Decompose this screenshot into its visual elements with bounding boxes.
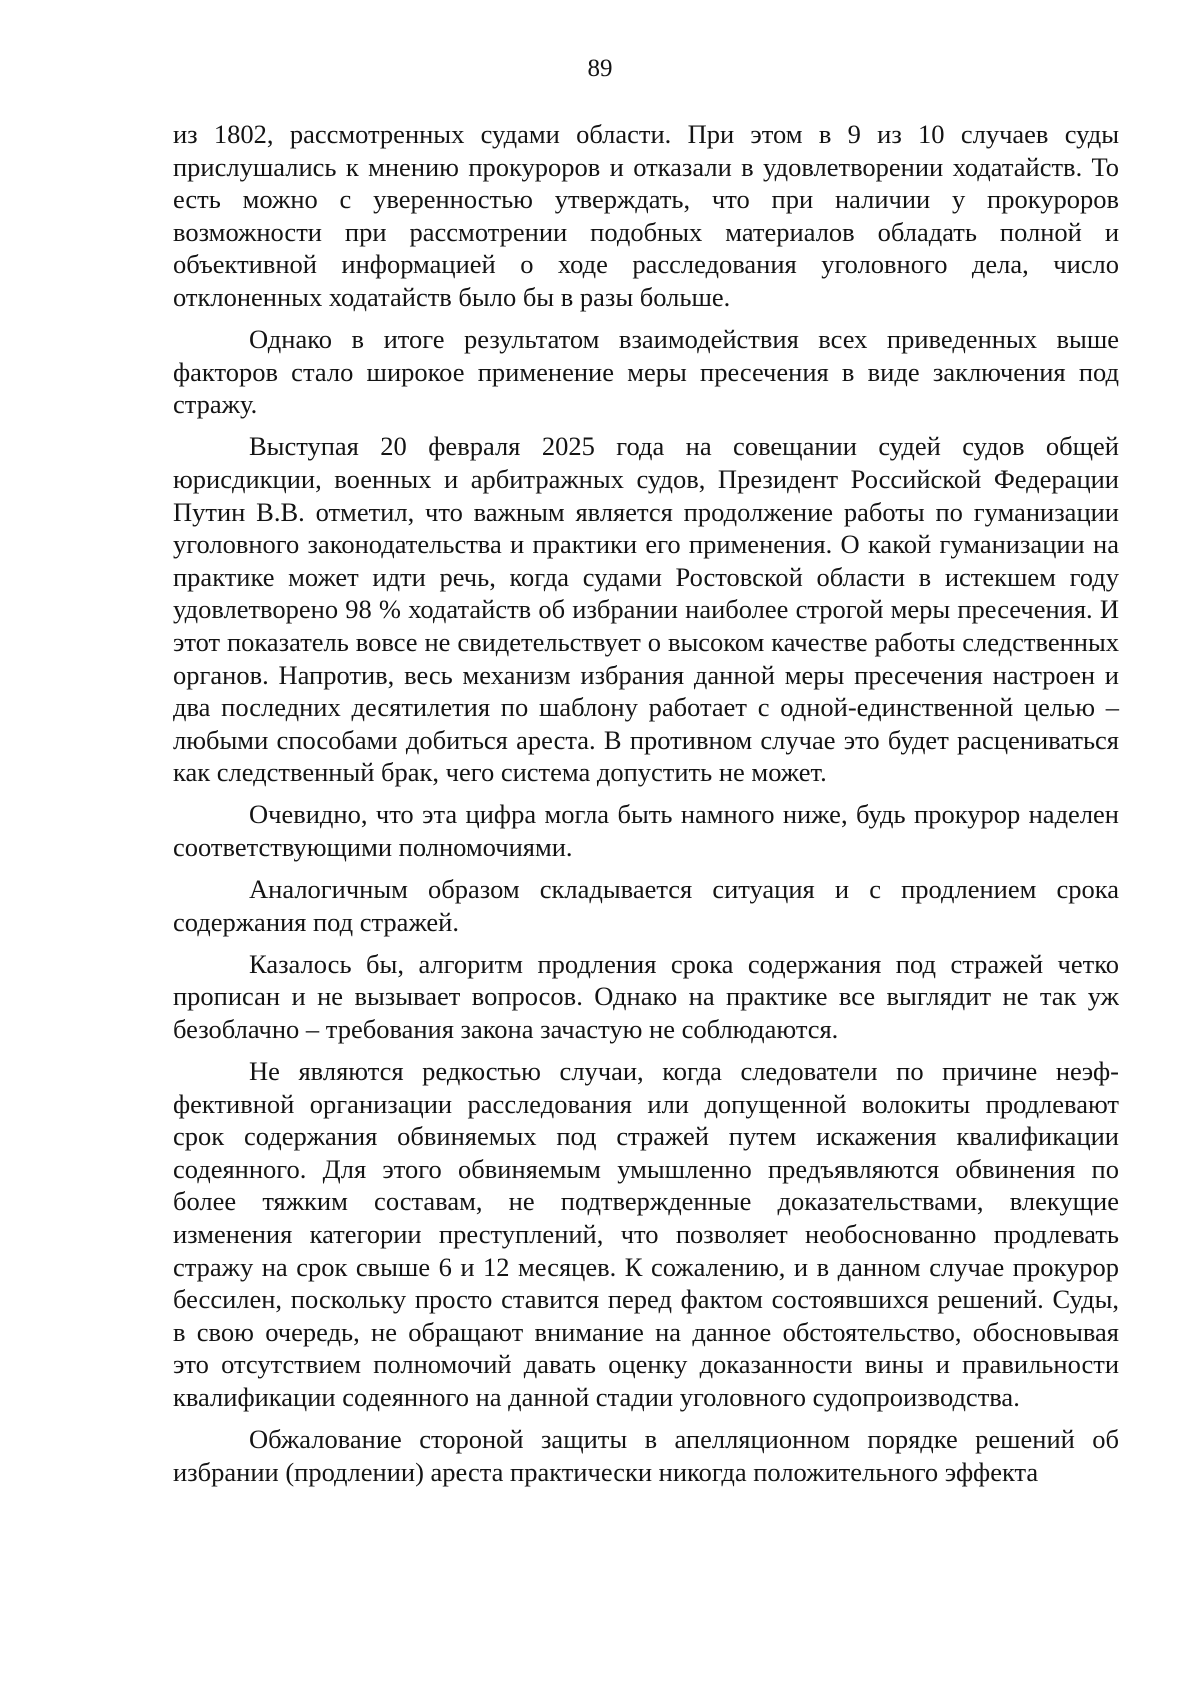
body-text (173, 118, 1119, 1498)
paragraph-continuation: из 1802, рассмотренных судами области. При этом в 9 из 10 случаев суды прислушались к мнению прокуроров и отказали в удовлетворении ходатайств. То есть можно с уверенностью утверждать, что при наличии у прокуроров возможности при рассмотрении подобных материалов обладать полной и объективной информацией о ходе расследования уголовного дела, число отклоненных ходатайств было бы в разы больше. (173, 119, 1119, 312)
paragraph-prosecutor-powers: Очевидно, что эта цифра могла быть намного ниже, будь прокурор наделен соответствующими полномочиями. (173, 799, 1119, 862)
paragraph-custody-extension: Аналогичным образом складывается ситуация и с продлением срока содержания под стражей. (173, 874, 1119, 937)
paragraph-extension-algorithm: Казалось бы, алгоритм продления срока содержания под стражей четко прописан и не вызывает вопросов. Однако на практике все выглядит не так уж безоблачно – требования закона зачастую не соблюдаются. (173, 948, 1119, 1044)
paragraph-appeal: Обжалование стороной защиты в апелляционном порядке решений об избрании (продлении) ареста практически никогда положительного эффекта (173, 1424, 1119, 1487)
paragraph-interaction-result: Однако в итоге результатом взаимодействия всех приведенных выше факторов стало широкое применение меры пресечения в виде заключения под стражу. (173, 324, 1119, 420)
paragraph-qualification-distortion: Не являются редкостью случаи, когда следователи по причине неэффективной организации расследования или допущенной волокиты продлевают срок содержания обвиняемых под стражей путем искажения квалификации содеянного. Для этого обвиняемым умышленно предъявляются обвинения по более тяжким составам, не подтвержденные доказательствами, влекущие изменения категории преступлений, что позволяет необоснованно продлевать стражу на срок свыше 6 и 12 месяцев. К сожалению, и в данном случае прокурор бессилен, поскольку просто ставится перед фактом состоявшихся решений. Суды, в свою очередь, не обращают внимание на данное обстоятельство, обосновывая это отсутствием полномочий давать оценку доказанности вины и правильности квалификации содеянного на данной стадии уголовного судопроизводства. (173, 1056, 1119, 1412)
paragraph-president-speech: Выступая 20 февраля 2025 года на совещании судей судов общей юрисдикции, военных и арбитражных судов, Президент Российской Федерации Путин В.В. отметил, что важным является продолжение работы по гуманизации уголовного законодательства и практики его применения. О какой гуманизации на практике может идти речь, когда судами Ростовской области в истекшем году удовлетворено 98 % ходатайств об избрании наиболее строгой меры пресечения. И этот показатель вовсе не свидетельствует о высоком качестве работы следственных органов. Напротив, весь механизм избрания данной меры пресечения настроен и два последних десятилетия по шаблону работает с одной-единственной целью – любыми способами добиться ареста. В противном случае это будет расцениваться как следственный брак, чего система допустить не может. (173, 431, 1119, 788)
page-number: 89 (587, 55, 613, 82)
